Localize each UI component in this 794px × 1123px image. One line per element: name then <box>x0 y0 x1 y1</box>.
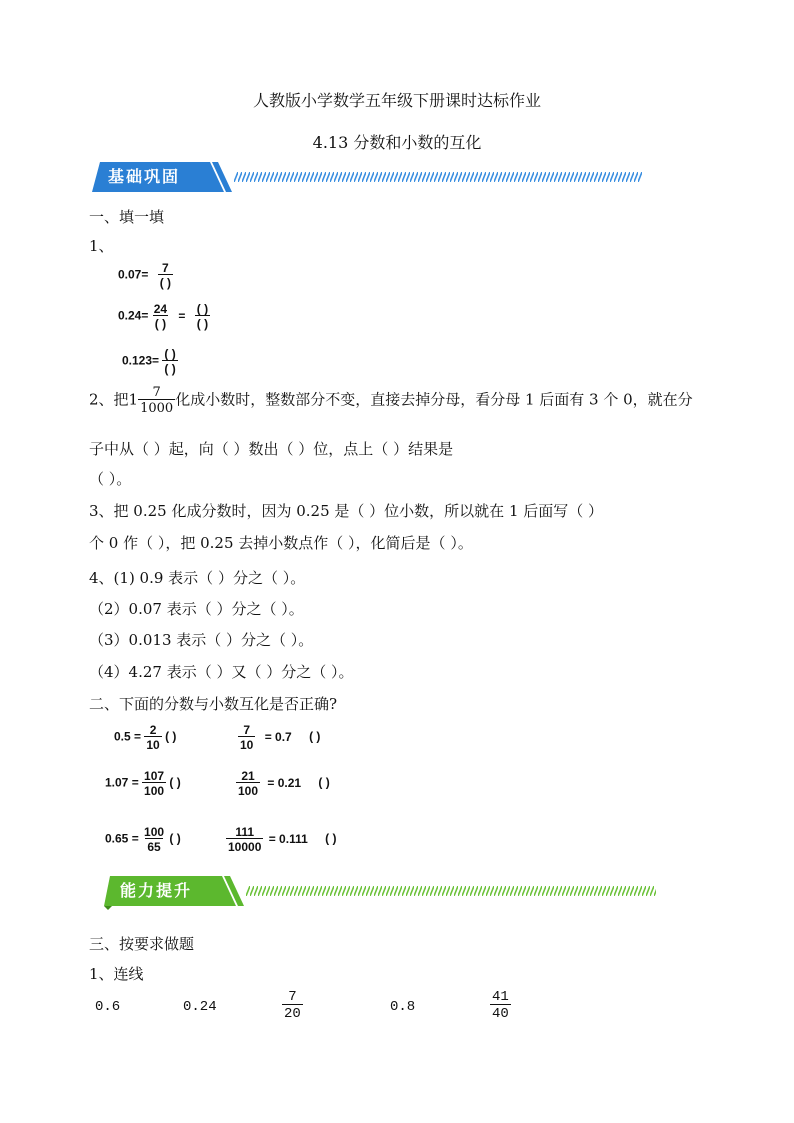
part2-row-3-b: $\frac{111}{10000}$ = 0.111 ( ) <box>228 825 337 854</box>
q4-item-3: （3）0.013 表示（ ）分之（ ）。 <box>89 631 314 649</box>
match-item-1: 0.6 <box>95 999 121 1015</box>
part2-row-2: 1.07 = $\frac{107}{100}$ ( ) <box>105 769 181 798</box>
q2-mixed-fraction: $\frac{7}{1000}$ <box>140 385 174 416</box>
match-item-5: $\frac{41}{40}$ <box>492 989 509 1022</box>
q4-item-2: （2）0.07 表示（ ）分之（ ）。 <box>89 600 304 618</box>
q3-line-1: 3、把 0.25 化成分数时，因为 0.25 是（ ）位小数，所以就在 1 后面写（ ） <box>89 502 604 520</box>
section-banner-basic <box>92 162 642 192</box>
part3-q1-label: 1、连线 <box>89 965 144 983</box>
q2-line-2: 子中从（ ）起，向（ ）数出（ ）位，点上（ ）结果是 <box>89 440 454 458</box>
q3-line-2: 个 0 作（ ），把 0.25 去掉小数点作（ ），化简后是（ ）。 <box>89 534 473 552</box>
q2-line-3: （ ）。 <box>89 470 132 488</box>
match-item-3: $\frac{7}{20}$ <box>284 989 301 1022</box>
q4-item-1: 4、(1) 0.9 表示（ ）分之（ ）。 <box>89 569 306 587</box>
match-item-2: 0.24 <box>183 999 217 1015</box>
q1-row-2-fraction-b: $\frac{( )}{( )}$ <box>196 302 209 331</box>
q1-row-1-fraction: $\frac{7}{( )}$ <box>159 261 172 290</box>
part3-heading: 三、按要求做题 <box>89 935 195 953</box>
q1-row-3: 0.123= $\frac{( )}{( )}$ <box>122 347 176 376</box>
q1-row-1: 0.07= $\frac{7}{( )}$ <box>118 261 172 290</box>
banner-label-basic: 基础巩固 <box>108 167 181 186</box>
q2-line-1: 2、把1 $\frac{7}{1000}$ 化成小数时，整数部分不变，直接去掉分母，看分母 1 后面有 3 个 0，就在分 <box>89 385 693 416</box>
q1-row-2-fraction-a: $\frac{24}{( )}$ <box>153 302 168 331</box>
part1-heading: 一、填一填 <box>89 208 165 226</box>
page-title: 人教版小学数学五年级下册课时达标作业 <box>252 91 541 110</box>
banner-hatch-basic <box>234 172 642 182</box>
q1-row-3-fraction: $\frac{( )}{( )}$ <box>164 347 176 376</box>
match-item-4: 0.8 <box>390 999 416 1015</box>
q1-label: 1、 <box>89 237 114 255</box>
q4-item-4: （4）4.27 表示（ ）又（ ）分之（ ）。 <box>89 663 354 681</box>
part2-row-2-b: $\frac{21}{100}$ = 0.21 ( ) <box>238 769 330 798</box>
part2-row-1: 0.5 = $\frac{2}{10}$ ( ) <box>114 723 177 752</box>
banner-hatch-ability <box>246 886 656 896</box>
lesson-subtitle: 4.13 分数和小数的互化 <box>312 133 482 152</box>
section-banner-ability <box>104 876 656 906</box>
q1-row-2: 0.24= $\frac{24}{( )}$ = $\frac{( )}{( )}$ <box>118 302 209 331</box>
banner-label-ability: 能力提升 <box>120 881 193 900</box>
part2-row-1-b: $\frac{7}{10}$ = 0.7 ( ) <box>240 723 321 752</box>
part2-heading: 二、下面的分数与小数互化是否正确? <box>89 695 338 713</box>
part2-row-3: 0.65 = $\frac{100}{65}$ ( ) <box>105 825 181 854</box>
